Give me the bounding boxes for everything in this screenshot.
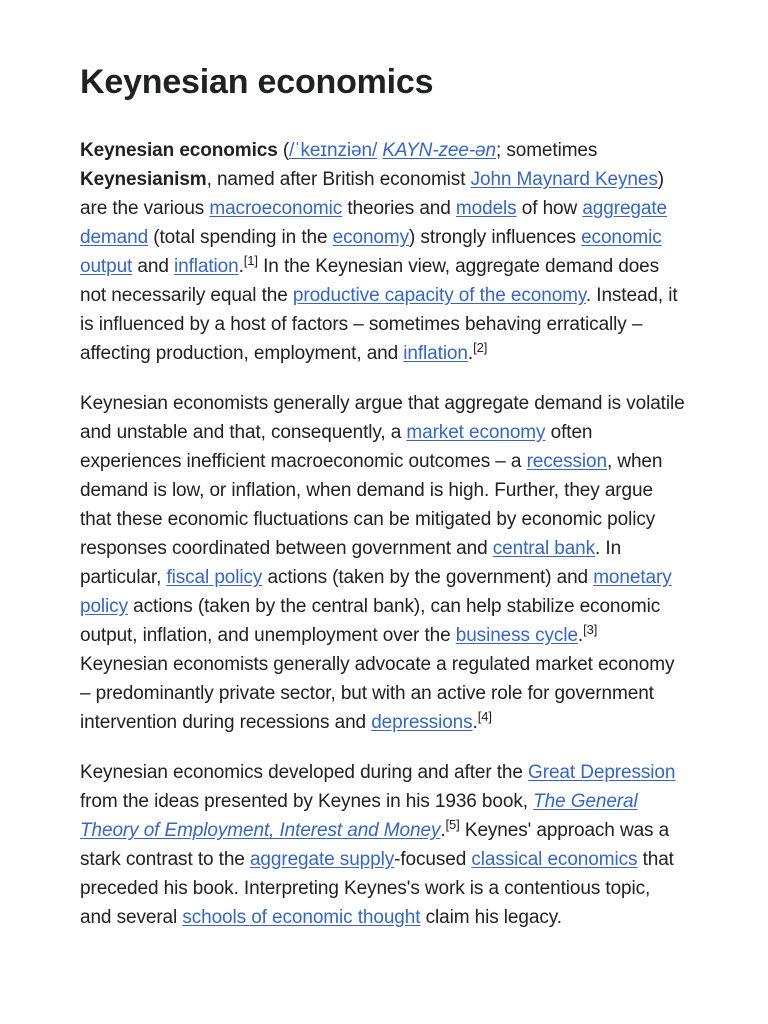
bold-term-keynesianism: Keynesianism	[80, 169, 207, 190]
citation-ref-1[interactable]: [1]	[243, 253, 258, 268]
paragraph-keynesian-view	[80, 389, 686, 737]
text-run: . In particular,	[80, 538, 622, 588]
link-inflation-2[interactable]: inflation	[403, 343, 468, 364]
text-run: .	[577, 625, 584, 646]
text-run: Keynesian economics developed during and after the	[80, 762, 529, 783]
citation-ref-3[interactable]: [3]	[583, 622, 598, 637]
link-pronunciation-ipa[interactable]: /ˈkeɪnziən/	[289, 140, 378, 161]
text-run: . Instead, it is influenced by a host of factors – sometimes behaving erratically – affecting production, employment, and	[80, 285, 678, 364]
text-run: , named after British economist	[206, 169, 471, 190]
text-run: Keynes' approach was a stark contrast to the	[80, 820, 670, 870]
text-run: ; sometimes	[495, 140, 598, 161]
citation-ref-2[interactable]: [2]	[473, 340, 488, 355]
link-aggregate-demand[interactable]: aggregate demand	[80, 198, 667, 248]
text-run: .	[440, 820, 446, 841]
text-run: and	[132, 256, 174, 277]
text-run: -focused	[394, 849, 472, 870]
text-run: .	[467, 343, 474, 364]
link-pronunciation-respelling[interactable]	[382, 140, 496, 161]
link-great-depression[interactable]: Great Depression	[528, 762, 676, 783]
link-aggregate-supply[interactable]: aggregate supply	[249, 849, 395, 870]
link-classical-economics[interactable]: classical economics	[471, 849, 638, 870]
text-run: from the ideas presented by Keynes in his 1936 book,	[80, 791, 534, 812]
link-models[interactable]: models	[455, 198, 517, 219]
text-run: of how	[516, 198, 583, 219]
citation-ref-5[interactable]: [5]	[445, 817, 460, 832]
link-monetary-policy[interactable]: monetary policy	[80, 567, 672, 617]
text-run: Keynesian economists generally advocate a regulated market economy – predominantly private sector, but with an active role for government intervention during recessions and	[80, 654, 675, 733]
text-run: claim his legacy.	[420, 907, 562, 928]
article-title: Keynesian economics	[80, 63, 434, 101]
text-run: that preceded his book. Interpreting Keynes's work is a contentious topic, and several	[80, 849, 674, 928]
link-john-maynard-keynes[interactable]: John Maynard Keynes	[470, 169, 658, 190]
text-run: .	[472, 712, 478, 733]
text-run: (total spending in the	[148, 227, 333, 248]
link-economic-output[interactable]: economic output	[80, 227, 662, 277]
link-business-cycle[interactable]: business cycle	[455, 625, 578, 646]
link-depressions[interactable]: depressions	[371, 712, 473, 733]
link-fiscal-policy[interactable]: fiscal policy	[166, 567, 263, 588]
text-run: .	[238, 256, 244, 277]
link-schools-of-economic-thought[interactable]: schools of economic thought	[182, 907, 421, 928]
link-productive-capacity[interactable]: productive capacity of the economy	[292, 285, 586, 306]
paragraph-history	[80, 758, 686, 932]
text-run: ) strongly influences	[409, 227, 582, 248]
link-macroeconomic[interactable]: macroeconomic	[209, 198, 343, 219]
link-recession[interactable]: recession	[526, 451, 607, 472]
text-run: Keynesian economists generally argue that aggregate demand is volatile and unstable and that, consequently, a	[80, 393, 685, 443]
link-market-economy[interactable]: market economy	[406, 422, 546, 443]
text-run: ) are the various	[80, 169, 664, 219]
text-run: theories and	[342, 198, 456, 219]
text-run: (	[277, 140, 290, 161]
book-title: The General Theory of Employment, Interest and Money	[80, 791, 638, 841]
link-economy[interactable]: economy	[332, 227, 410, 248]
link-inflation[interactable]: inflation	[174, 256, 239, 277]
text-run: actions (taken by the central bank), can help stabilize economic output, inflation, and unemployment over the	[80, 596, 661, 646]
link-central-bank[interactable]: central bank	[492, 538, 596, 559]
text-run: In the Keynesian view, aggregate demand does not necessarily equal the	[80, 256, 660, 306]
paragraph-intro	[80, 136, 686, 368]
citation-ref-4[interactable]: [4]	[477, 709, 492, 724]
text-run: actions (taken by the government) and	[262, 567, 594, 588]
bold-term-keynesian-economics: Keynesian economics	[80, 140, 278, 161]
text-run: often experiences inefficient macroeconomic outcomes – a	[80, 422, 593, 472]
text-run: , when demand is low, or inflation, when demand is high. Further, they argue that these economic fluctuations can be mitigated by economic policy responses coordinated between government and	[80, 451, 663, 559]
pronunciation-respelling: KAYN-zee-ən	[382, 140, 496, 161]
